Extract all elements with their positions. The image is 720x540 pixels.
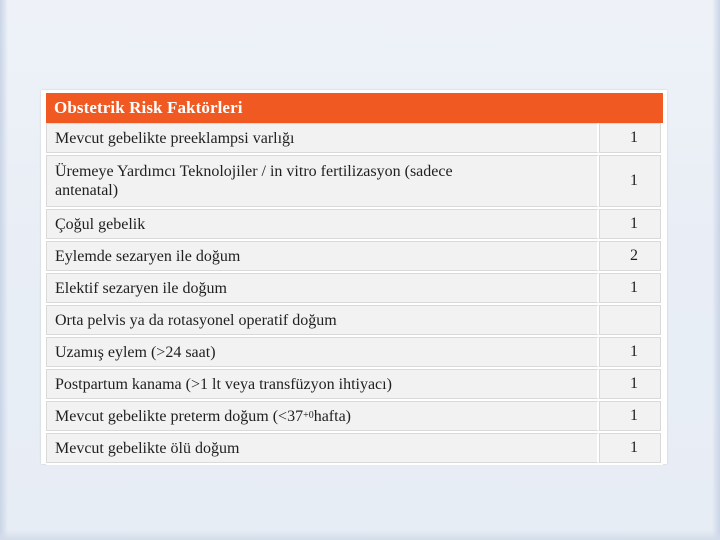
table-row (46, 155, 663, 209)
row-label-prefix: Mevcut gebelikte preterm doğum (<37 (55, 407, 304, 425)
row-label: Eylemde sezaryen ile doğum (46, 241, 599, 271)
slide-frame-bottom (0, 530, 720, 540)
row-label-suffix: hafta) (313, 407, 352, 425)
table-row (46, 209, 663, 241)
row-score (599, 305, 661, 335)
row-score: 1 (599, 209, 661, 239)
table-row (46, 337, 663, 369)
row-score: 1 (599, 369, 661, 399)
row-label: Elektif sezaryen ile doğum (46, 273, 599, 303)
row-label-preterm: Mevcut gebelikte preterm doğum (<37 +0 hafta) (46, 401, 599, 431)
row-score: 1 (599, 273, 661, 303)
row-label: Uzamış eylem (>24 saat) (46, 337, 599, 367)
table-row (46, 123, 663, 155)
table-row (46, 273, 663, 305)
row-label: Çoğul gebelik (46, 209, 599, 239)
row-score: 1 (599, 401, 661, 431)
table-row (46, 401, 663, 433)
row-score: 1 (599, 155, 661, 207)
row-label: Üremeye Yardımcı Teknolojiler / in vitro fertilizasyon (sadece antenatal) (46, 155, 599, 207)
row-label: Postpartum kanama (>1 lt veya transfüzyon ihtiyacı) (46, 369, 599, 399)
table-row (46, 305, 663, 337)
row-score: 2 (599, 241, 661, 271)
row-label: Mevcut gebelikte ölü doğum (46, 433, 599, 463)
table-title: Obstetrik Risk Faktörleri (46, 93, 663, 123)
slide-frame-left (0, 0, 8, 540)
slide-frame-right (712, 0, 720, 540)
row-score: 1 (599, 123, 661, 153)
row-label: Orta pelvis ya da rotasyonel operatif doğum (46, 305, 599, 335)
table-row (46, 369, 663, 401)
table-row (46, 433, 663, 465)
row-score: 1 (599, 337, 661, 367)
risk-factor-table-image (41, 90, 667, 464)
row-label: Mevcut gebelikte preeklampsi varlığı (46, 123, 599, 153)
table-row (46, 241, 663, 273)
risk-factor-table (46, 93, 663, 465)
row-score: 1 (599, 433, 661, 463)
